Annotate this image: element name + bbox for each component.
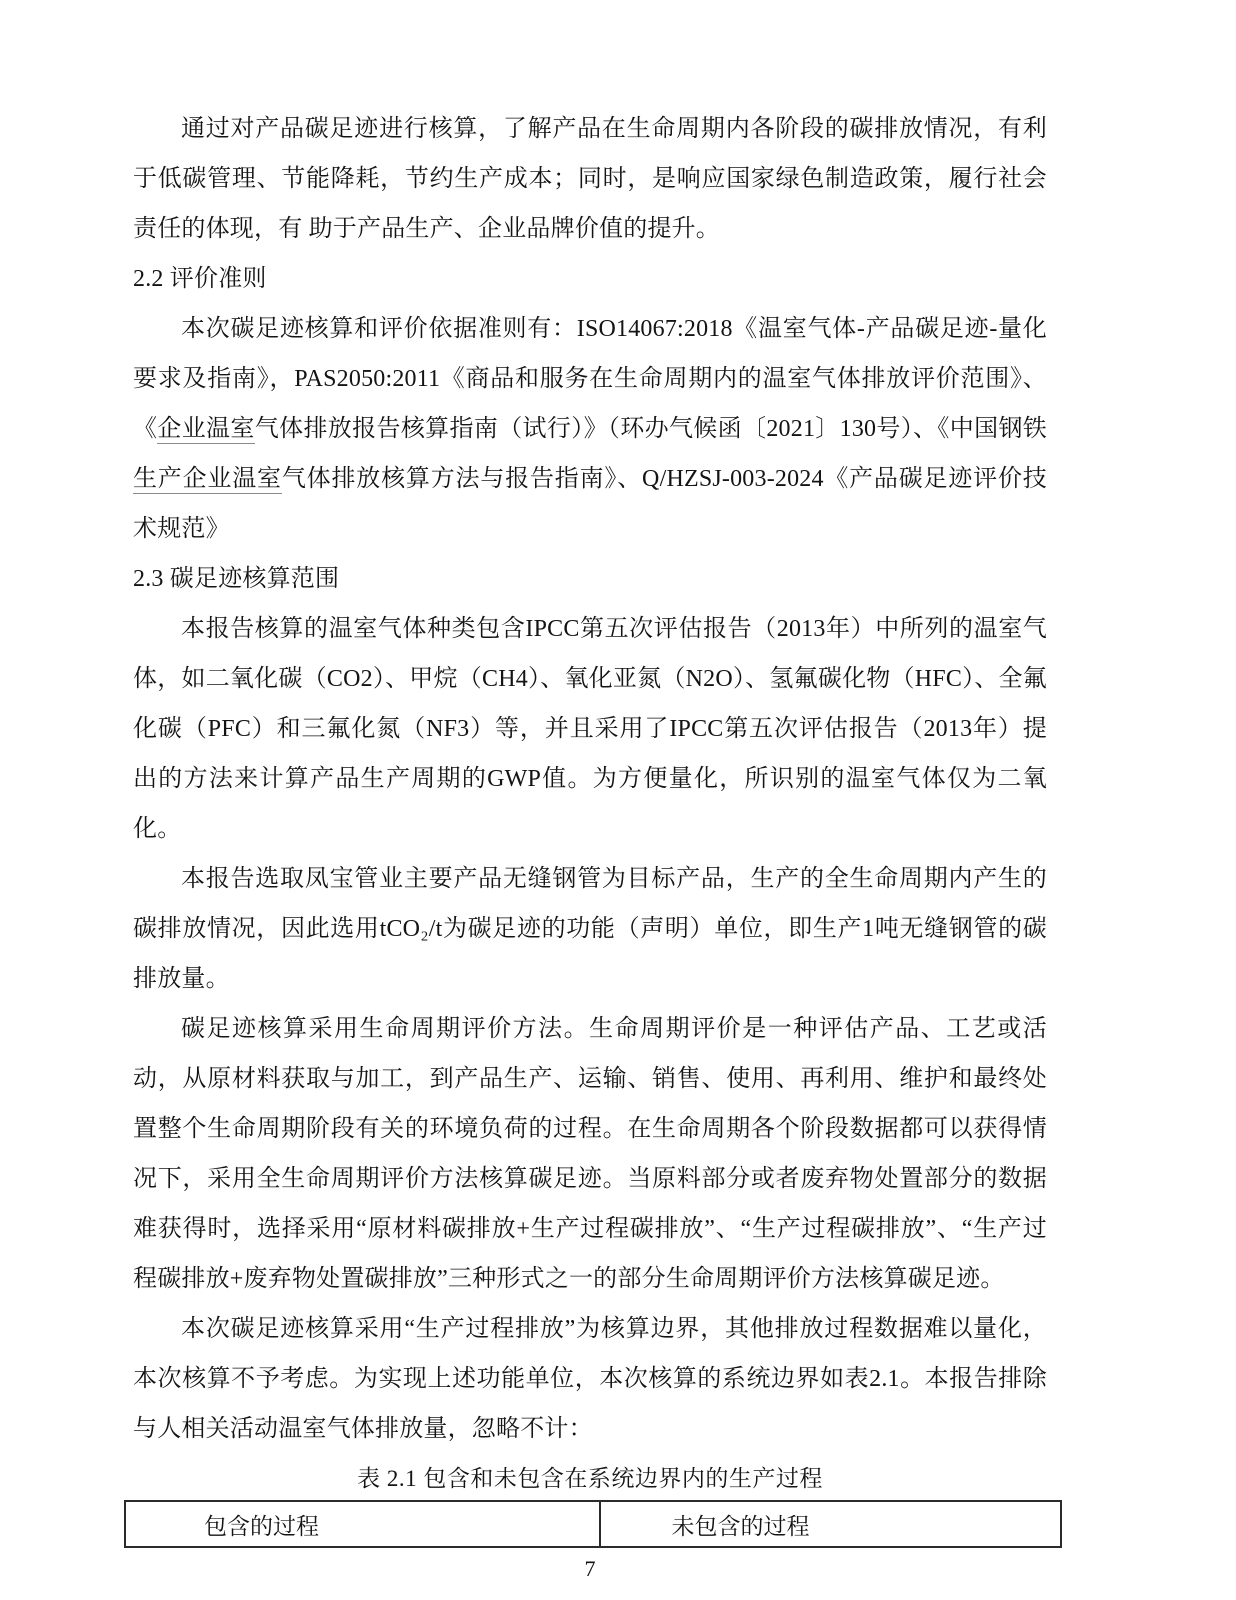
table-header-excluded-processes: 未包含的过程: [600, 1501, 1061, 1547]
section-heading-2-3-accounting-scope: 2.3 碳足迹核算范围: [133, 566, 340, 592]
table-header-included-processes: 包含的过程: [125, 1501, 600, 1547]
table-header-row: [125, 1501, 1061, 1547]
text-segment: 本次碳足迹核算和评价依据准则有：ISO14067:2018《温室气体-产品碳足迹-量化要求及指南》，PAS2050:2011《商品和服务在生命周期内的温室气体排放评价范围》、《: [133, 316, 1047, 442]
paragraph-functional-unit: 本报告选取凤宝管业主要产品无缝钢管为目标产品，生产的全生命周期内产生的碳排放情况，因此选用tCO₂/t为碳足迹的功能（声明）单位，即生产1吨无缝钢管的碳排放量。: [133, 866, 1047, 992]
table-2-1-system-boundary: [124, 1500, 1062, 1548]
paragraph-carbon-footprint-benefits: 通过对产品碳足迹进行核算，了解产品在生命周期内各阶段的碳排放情况，有利于低碳管理、节能降耗，节约生产成本；同时，是响应国家绿色制造政策，履行社会责任的体现，有 助于产品生产、企业品牌价值的提升。: [133, 116, 1047, 242]
paragraph-ghg-types-scope: 本报告核算的温室气体种类包含IPCC第五次评估报告（2013年）中所列的温室气体，如二氧化碳（CO2）、甲烷（CH4）、氧化亚氮（N2O）、氢氟碳化物（HFC）、全氟化碳（PFC）和三氟化氮（NF3）等，并且采用了IPCC第五次评估报告（2013年）提出的方法来计算产品生产周期的GWP值。为方便量化，所识别的温室气体仅为二氧化。: [133, 616, 1047, 842]
grammar-underline-mark: 企业温室: [157, 416, 255, 442]
text-column: [133, 104, 1047, 1583]
paragraph-lca-methodology: 碳足迹核算采用生命周期评价方法。生命周期评价是一种评估产品、工艺或活动，从原材料获取与加工，到产品生产、运输、销售、使用、再利用、维护和最终处置整个生命周期阶段有关的环境负荷的过程。在生命周期各个阶段数据都可以获得情况下，采用全生命周期评价方法核算碳足迹。当原料部分或者废弃物处置部分的数据难获得时，选择采用“原材料碳排放+生产过程碳排放”、“生产过程碳排放”、“生产过程碳排放+废弃物处置碳排放”三种形式之一的部分生命周期评价方法核算碳足迹。: [133, 1016, 1047, 1292]
page-number: 7: [584, 1556, 596, 1581]
paragraph-evaluation-standards: [133, 304, 1047, 554]
text-segment: 气体排放核算方法与报告指南》、Q/HZSJ-003-2024《产品碳足迹评价技术规范》: [133, 466, 1047, 542]
section-heading-2-2-evaluation-criteria: 2.2 评价准则: [133, 266, 267, 292]
table-2-1-caption: 表 2.1 包含和未包含在系统边界内的生产过程: [357, 1466, 823, 1491]
paragraph-system-boundary: 本次碳足迹核算采用“生产过程排放”为核算边界，其他排放过程数据难以量化，本次核算不予考虑。为实现上述功能单位，本次核算的系统边界如表2.1。本报告排除与人相关活动温室气体排放量，忽略不计：: [133, 1316, 1047, 1442]
grammar-underline-mark: 生产企业温室: [133, 466, 282, 492]
text-segment: 气体排放报告核算指南（试行）》（环办气候函〔2021〕130号）、《中国钢铁: [254, 416, 1047, 442]
